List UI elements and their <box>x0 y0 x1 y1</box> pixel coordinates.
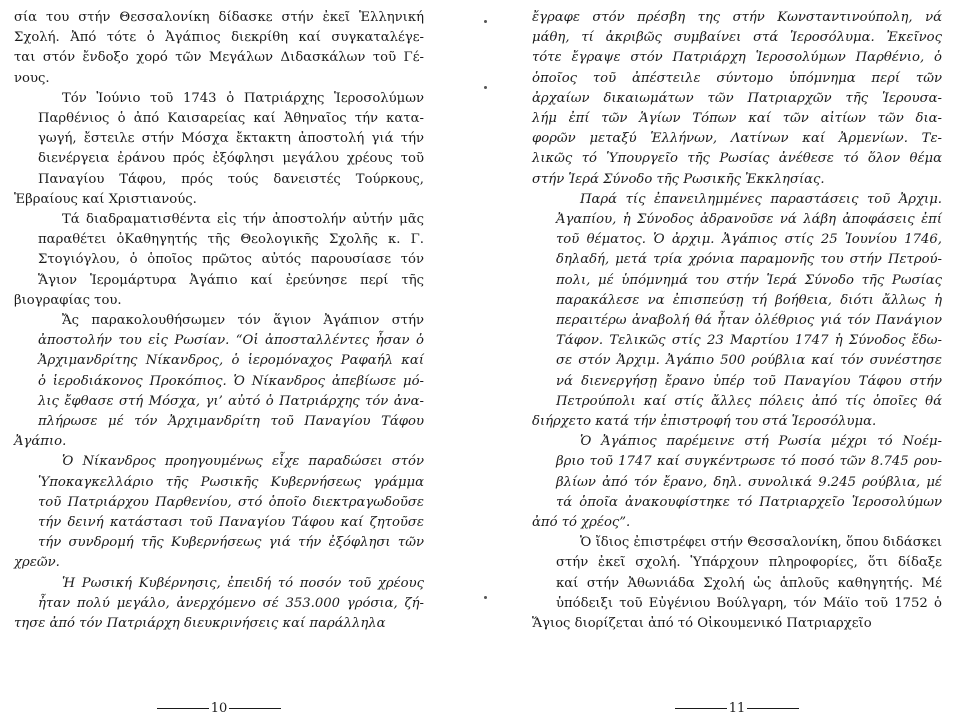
text-line: Πετρούπολι καί στίς ἄλλες πόλεις ἀπό τίς ὁποῖες θά <box>556 393 942 409</box>
text-line: βιογραφίας του. <box>14 292 122 308</box>
text-line: Ἀρχιμανδρίτης Νίκανδρος, ὁ ἱερομόναχος Ραφαήλ καί <box>38 353 424 369</box>
paragraph <box>532 533 942 634</box>
text-line: νά διενεργήσῃ ἔρανο ὑπέρ τοῦ Παναγίου Τάφου στήν <box>556 373 942 389</box>
paragraph <box>14 574 424 635</box>
text-line: Ὁ ἴδιος ἐπιστρέφει στήν Θεσσαλονίκη, ὅπου διδάσκει <box>580 535 942 551</box>
text-line: Ὁ Νίκανδρος προηγουμένως εἶχε παραδώσει στόν <box>62 454 424 470</box>
text-line: φορῶν μεταξύ Ἑλλήνων, Λατίνων καί Ἀρμενίων. Τε- <box>532 131 942 147</box>
text-line: περαιτέρω ἀναβολή θά ἦταν ὀλέθριος γιά τόν Πανάγιον <box>556 313 942 329</box>
text-line: τά ὁποῖα ἀνακουφίστηκε τό Πατριαρχεῖο Ἱεροσολύμων <box>556 494 942 510</box>
page-number-rule-left <box>675 708 727 709</box>
text-line: ἦταν πολύ μεγάλο, ἀνερχόμενο σέ 353.000 γρόσια, ζή- <box>38 595 424 611</box>
gutter-mark <box>484 20 487 23</box>
text-line: ται στόν ἔνδοξο χορό τῶν Μεγάλων Διδασκάλων τοῦ Γέ- <box>14 50 424 66</box>
text-line: Ὁ Ἀγάπιος παρέμεινε στή Ρωσία μέχρι τό Νοέμ- <box>580 434 942 450</box>
text-line: βλίων ἀπό τόν ἔρανο, δηλ. συνολικά 9.245 ρούβλια, μέ <box>556 474 942 490</box>
text-line: ὁ ἱεροδιάκονος Προκόπιος. Ὁ Νίκανδρος ἀπεβίωσε μό- <box>38 373 424 389</box>
text-line: Παναγίου Τάφου, πρός τούς δανειστές Τούρκους, <box>38 171 424 187</box>
text-line: τησε ἀπό τόν Πατριάρχη διευκρινήσεις καί παράλληλα <box>14 616 386 632</box>
right-page <box>532 8 942 718</box>
page-number-value: 11 <box>728 701 746 716</box>
text-line: Ἅγιος διορίζεται ἀπό τό Οἰκουμενικό Πατριαρχεῖο <box>532 616 872 632</box>
text-line: τότε ἔγραψε στόν Πατριάρχη Ἱεροσολύμων Παρθένιο, ὁ <box>532 50 942 66</box>
paragraph <box>532 432 942 533</box>
text-line: χρεῶν. <box>14 555 60 571</box>
text-line: καί στήν Ἀθωνιάδα Σχολή ὡς ἁπλοῦς καθηγητής. Μέ <box>556 575 942 591</box>
text-line: Ἑβραίους καί Χριστιανούς. <box>14 191 197 207</box>
text-line: ἀποστολήν του εἰς Ρωσίαν. “Οἱ ἀποσταλλέντες ἦσαν ὁ <box>38 333 424 349</box>
text-line: τοῦ Πατριάρχου Παρθενίου, στό ὁποῖο διεκτραγωδοῦσε <box>38 494 424 510</box>
paragraph <box>532 8 942 190</box>
page-number-rule-left <box>157 708 209 709</box>
text-line: Τά διαδραματισθέντα εἰς τήν ἀποστολήν αὐτήν μᾶς <box>62 212 424 228</box>
text-line: λικῶς τό Ὑπουργεῖο τῆς Ρωσίας ἀνέθεσε τό ὅλον θέμα <box>532 151 942 167</box>
text-line: Τόν Ἰούνιο τοῦ 1743 ὁ Πατριάρχης Ἱεροσολύμων <box>62 90 424 106</box>
page-number-rule-right <box>229 708 281 709</box>
text-line: ἀρχαίων δικαιωμάτων τῶν Πατριαρχῶν τῆς Ἱερουσα- <box>532 90 942 106</box>
paragraph <box>14 452 424 573</box>
text-line: στήν ἐκεῖ σχολή. Ὑπάρχουν πληροφορίες, ὅτι δίδαξε <box>556 555 942 571</box>
text-line: στήν Ἱερά Σύνοδο τῆς Ρωσικῆς Ἐκκλησίας. <box>532 171 825 187</box>
page-number-rule-right <box>747 708 799 709</box>
paragraph <box>14 210 424 311</box>
page-number-value: 10 <box>210 701 228 716</box>
text-line: παρακάλεσε να ἐπισπεύσῃ τή βοήθεια, διότι ἄλλως ἡ <box>556 292 942 308</box>
text-line: βριο τοῦ 1747 καί συγκέντρωσε τό ποσό τῶν 8.745 ρου- <box>556 454 942 470</box>
text-line: Ἅγιον Ἱερομάρτυρα Ἀγάπιο καί ἐρεύνησε περί τῆς <box>38 272 424 288</box>
text-line: ὁποῖος τοῦ ἀπέστειλε σύντομο ὑπόμνημα περί τῶν <box>532 70 942 86</box>
text-line: πολι, μέ ὑπόμνημά του στήν Ἱερά Σύνοδο τῆς Ρωσίας <box>556 272 942 288</box>
text-line: Ἀγάπιο. <box>14 434 67 450</box>
text-line: σε στόν Ἀρχιμ. Ἀγάπιο 500 ρούβλια καί τόν συνέστησε <box>556 353 942 369</box>
text-line: Ἄς παρακολουθήσωμεν τόν ἅγιον Ἀγάπιον στήν <box>62 313 424 329</box>
text-line: διενέργεια ἐράνου πρός ἐξόφλησι μεγάλου χρέους τοῦ <box>38 151 424 167</box>
text-line: μάθη, τί ἀκριβῶς συμβαίνει στά Ἱεροσόλυμα. Ἐκεῖνος <box>532 30 942 46</box>
left-page <box>14 8 424 718</box>
paragraph <box>532 190 942 432</box>
gutter-mark <box>484 86 487 89</box>
left-page-number <box>14 701 424 716</box>
text-line: τήν δεινή κατάστασι τοῦ Παναγίου Τάφου καί ζητοῦσε <box>38 515 424 531</box>
text-line: δηλαδή, μετά τρία χρόνια παραμονῆς του στήν Πετρού- <box>556 252 942 268</box>
text-line: ἀπό τό χρέος”. <box>532 515 631 531</box>
text-line: ἔγραφε στόν πρέσβη της στήν Κωνσταντινούπολη, νά <box>532 10 942 25</box>
text-line: Ὑποκαγκελλάριο τῆς Ρωσικῆς Κυβερνήσεως γράμμα <box>38 474 424 490</box>
text-line: τοῦ θέματος. Ὁ ἀρχιμ. Ἀγάπιος στίς 25 Ἰουνίου 1746, <box>556 232 942 248</box>
text-line: σία του στήν Θεσσαλονίκη δίδασκε στήν ἐκεῖ Ἑλληνική <box>14 10 424 25</box>
right-page-number <box>532 701 942 716</box>
text-line: παραθέτει ὁΚαθηγητής τῆς Θεολογικῆς Σχολῆς κ. Γ. <box>38 232 424 248</box>
gutter-mark <box>484 596 487 599</box>
text-line: διήρχετο κατά τήν ἐπιστροφή του στά Ἱεροσόλυμα. <box>532 414 877 430</box>
text-line: Στογιόγλου, ὁ ὁποῖος πρῶτος αὐτός παρουσίασε τόν <box>38 252 424 268</box>
text-line: Τάφον. Τελικῶς στίς 23 Μαρτίου 1747 ἡ Σύνοδος ἔδω- <box>556 333 942 349</box>
paragraph <box>14 8 424 89</box>
text-line: τήν συνδρομή τῆς Κυβερνήσεως γιά τήν ἐξόφλησι τῶν <box>38 535 424 551</box>
paragraph <box>14 311 424 452</box>
text-line: γωγή, ἔστειλε στήν Μόσχα ἔκτακτη ἀποστολή γιά τήν <box>38 131 424 147</box>
text-line: λις ἔφθασε στή Μόσχα, γι’ αὐτό ὁ Πατριάρχης τόν ἀνα- <box>38 393 424 409</box>
text-line: Παρά τίς ἐπανειλημμένες παραστάσεις τοῦ Ἀρχιμ. <box>580 191 942 207</box>
text-line: Ἡ Ρωσική Κυβέρνησις, ἐπειδή τό ποσόν τοῦ χρέους <box>62 575 424 591</box>
text-line: νους. <box>14 70 50 86</box>
text-line: πλήρωσε μέ τόν Ἀρχιμανδρίτη τοῦ Παναγίου Τάφου <box>38 414 424 430</box>
text-line: λήμ ἐπί τῶν Ἁγίων Τόπων καί τῶν αἰτίων τῶν δια- <box>532 111 942 127</box>
paragraph <box>14 89 424 210</box>
text-line: Ἀγαπίου, ἡ Σύνοδος ἀδρανοῦσε νά λάβη ἀποφάσεις ἐπί <box>556 212 942 228</box>
left-page-body <box>14 8 424 634</box>
right-page-body <box>532 8 942 634</box>
text-line: ὑπόδειξι τοῦ Εὐγένιου Βούλγαρη, τόν Μάϊο τοῦ 1752 ὁ <box>556 595 942 611</box>
text-line: Παρθένιος ὁ ἀπό Καισαρείας καί Ἀθηναῖος τήν κατα- <box>38 111 424 127</box>
text-line: Σχολή. Ἀπό τότε ὁ Ἀγάπιος διεκρίθη καί συγκαταλέγε- <box>14 30 424 46</box>
